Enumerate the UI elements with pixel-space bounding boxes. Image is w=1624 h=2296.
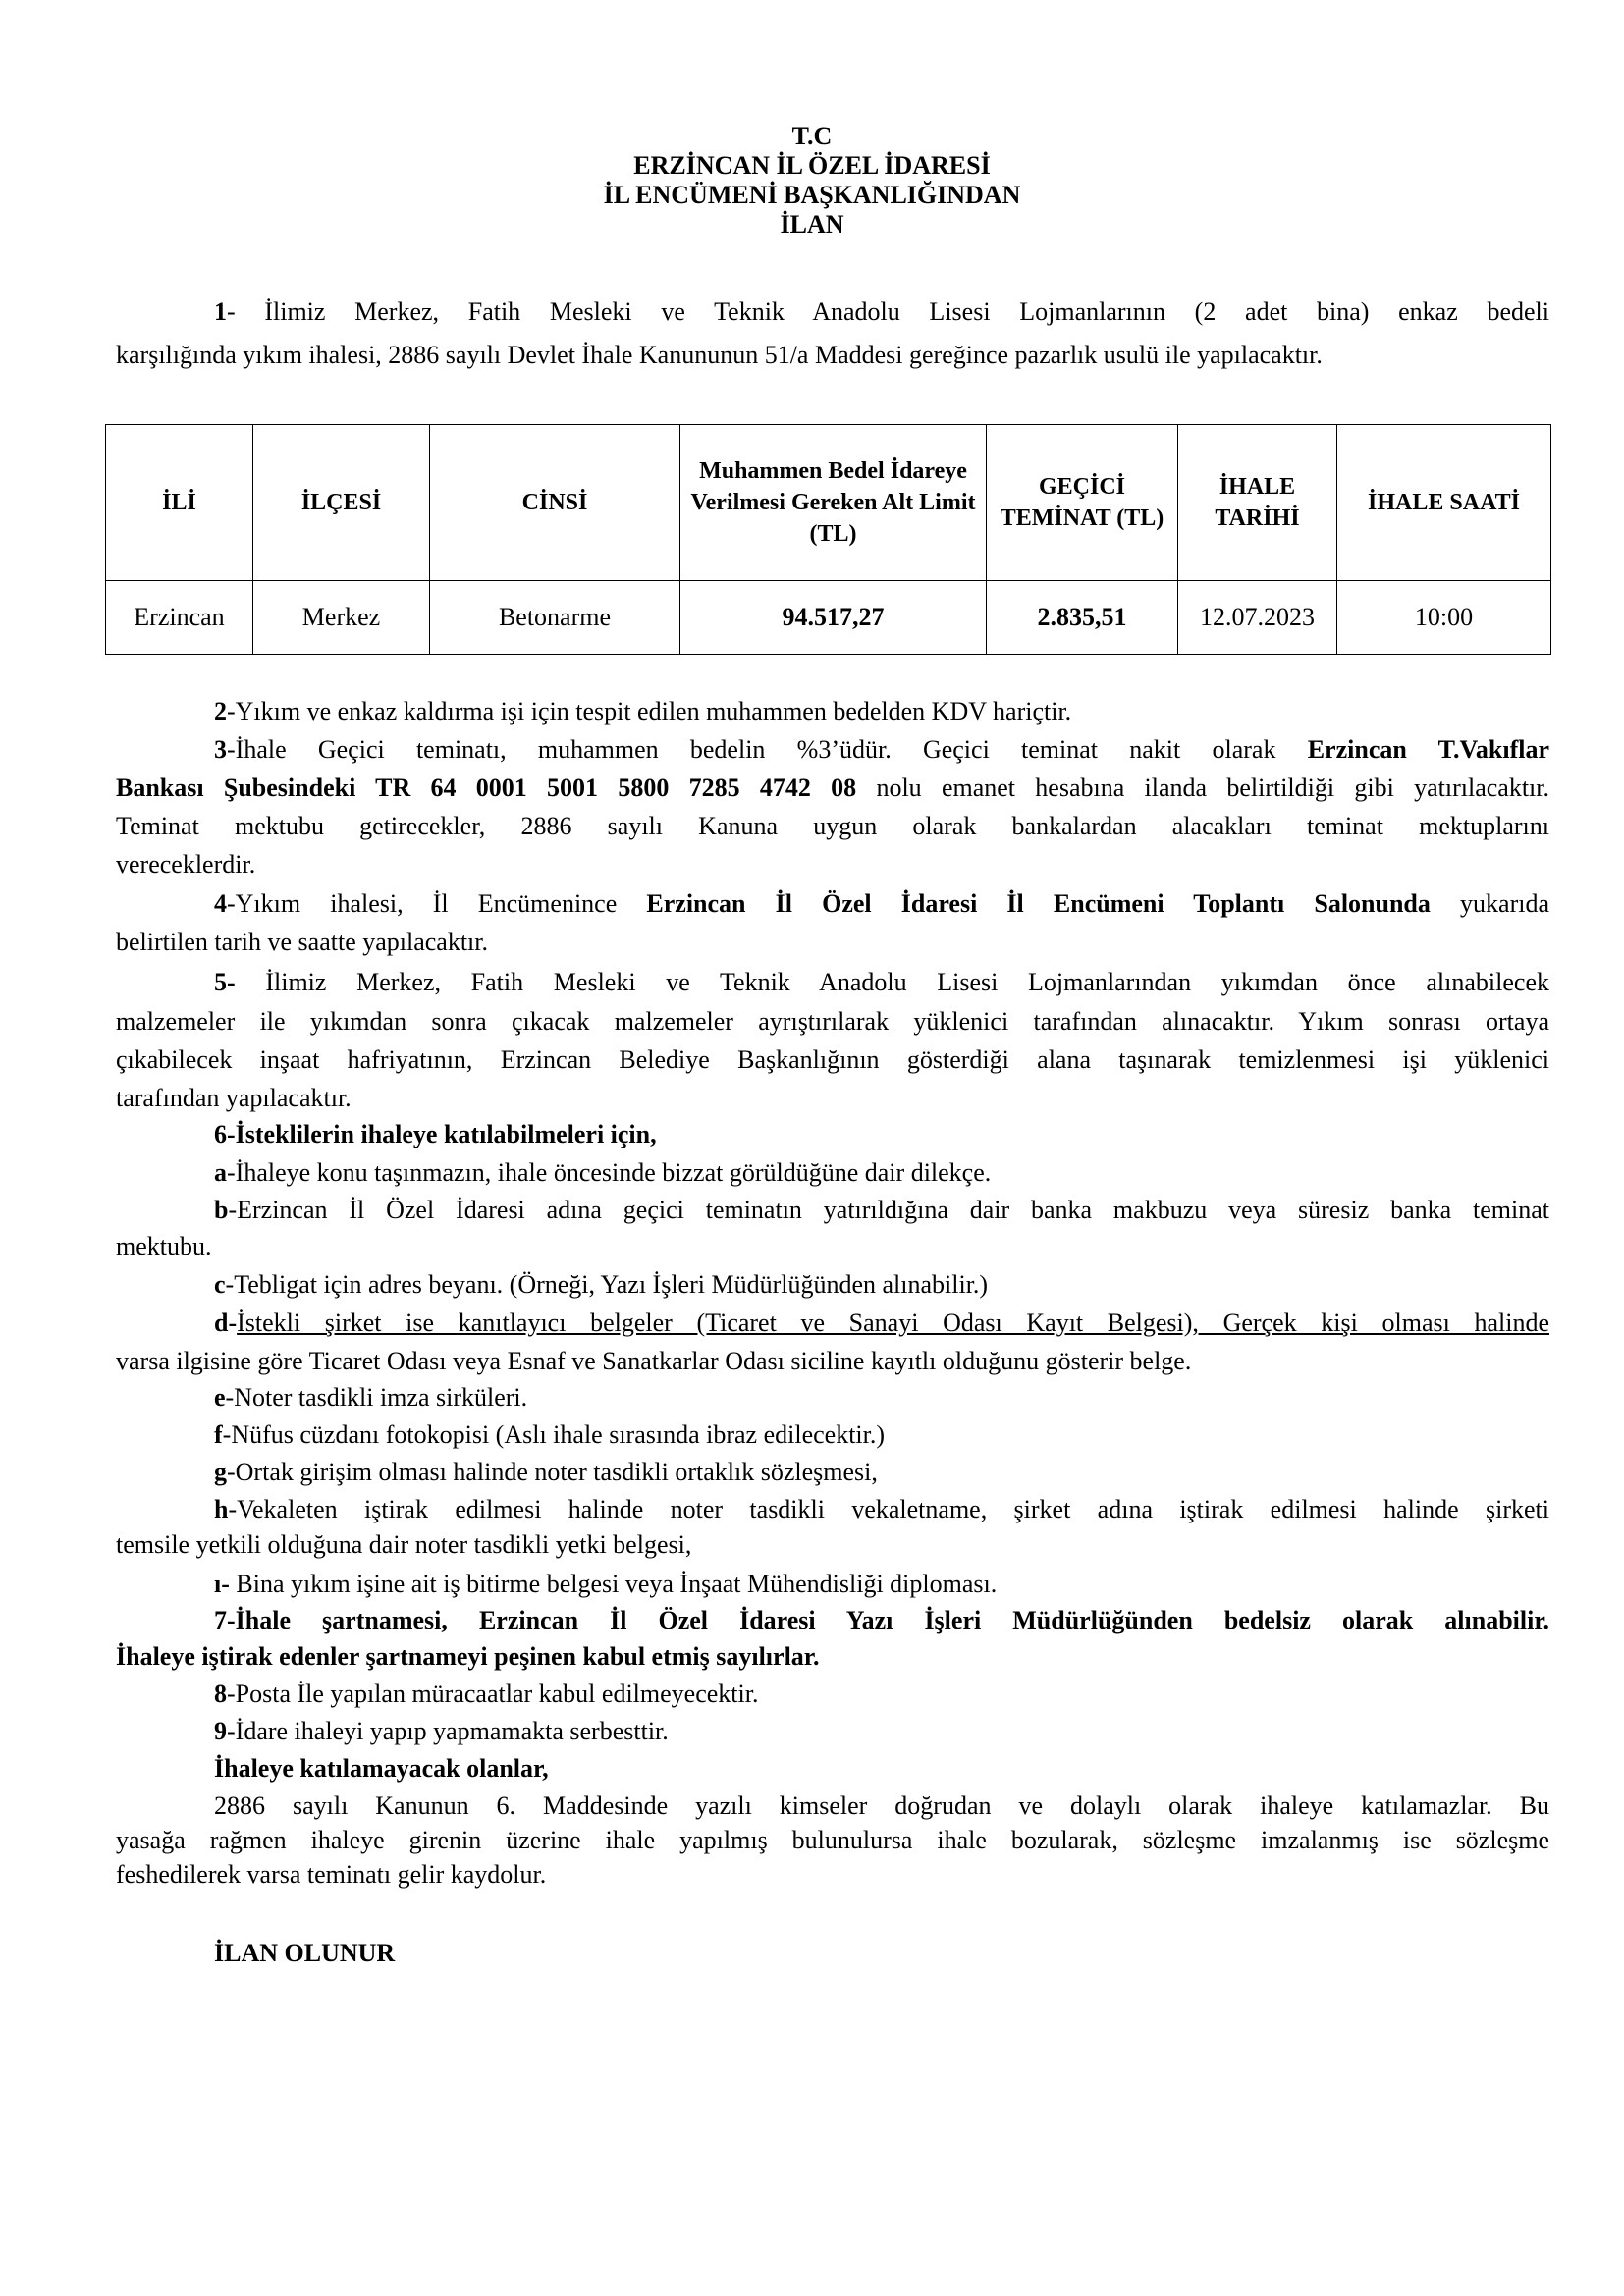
item-i: ı- Bina yıkım işine ait iş bitirme belgesi veya İnşaat Mühendisliği diploması.: [214, 1570, 998, 1598]
cell-il: Erzincan: [106, 581, 253, 655]
paragraph-5-line-2: malzemeler ile yıkımdan sonra çıkacak malzemeler ayrıştırılarak yüklenici tarafından alınacaktır. Yıkım sonrası ortaya: [116, 1007, 1549, 1036]
item-a: a-İhaleye konu taşınmazın, ihale öncesinde bizzat görüldüğüne dair dilekçe.: [214, 1158, 992, 1187]
col-header-bedel: Muhammen Bedel İdareye Verilmesi Gereken Alt Limit (TL): [680, 425, 987, 581]
cell-teminat: 2.835,51: [987, 581, 1178, 655]
paragraph-10-title: İhaleye katılamayacak olanlar,: [214, 1754, 549, 1783]
item-b-line-2: mektubu.: [116, 1232, 212, 1260]
col-header-teminat: GEÇİCİ TEMİNAT (TL): [987, 425, 1178, 581]
item-h-line-1: h-Vekaleten iştirak edilmesi halinde noter tasdikli vekaletname, şirket adına iştirak edilmesi halinde şirketi: [214, 1495, 1549, 1523]
col-header-cins: CİNSİ: [430, 425, 680, 581]
table-header-row: [106, 425, 1551, 581]
paragraph-6-title: 6-İsteklilerin ihaleye katılabilmeleri için,: [214, 1120, 657, 1148]
col-header-ilce: İLÇESİ: [253, 425, 430, 581]
item-e: e-Noter tasdikli imza sirküleri.: [214, 1383, 528, 1412]
closing-ilan-olunur: İLAN OLUNUR: [214, 1939, 396, 1967]
cell-tarih: 12.07.2023: [1178, 581, 1337, 655]
paragraph-3-line-3: Teminat mektubu getirecekler, 2886 sayılı Kanuna uygun olarak bankalardan alacakları teminat mektuplarını: [116, 812, 1549, 840]
paragraph-5-line-4: tarafından yapılacaktır.: [116, 1084, 352, 1112]
paragraph-4-line-1: 4-Yıkım ihalesi, İl Encümenince Erzincan İl Özel İdaresi İl Encümeni Toplantı Salonunda yukarıda: [214, 889, 1549, 918]
tender-table: [105, 424, 1551, 655]
paragraph-3-line-2: Bankası Şubesindeki TR 64 0001 5001 5800 7285 4742 08 nolu emanet hesabına ilanda belirtildiği gibi yatırılacaktır.: [116, 774, 1549, 802]
paragraph-8: 8-Posta İle yapılan müracaatlar kabul edilmeyecektir.: [214, 1680, 759, 1708]
col-header-tarih: İHALE TARİHİ: [1178, 425, 1337, 581]
paragraph-5-line-1: 5- İlimiz Merkez, Fatih Mesleki ve Teknik Anadolu Lisesi Lojmanlarından yıkımdan önce alınabilecek: [214, 968, 1549, 996]
item-h-line-2: temsile yetkili olduğuna dair noter tasdikli yetki belgesi,: [116, 1530, 692, 1559]
item-b-line-1: b-Erzincan İl Özel İdaresi adına geçici teminatın yatırıldığına dair banka makbuzu veya süresiz banka teminat: [214, 1196, 1549, 1224]
paragraph-3-line-1: 3-İhale Geçici teminatı, muhammen bedelin %3’üdür. Geçici teminat nakit olarak Erzincan T.Vakıflar: [214, 735, 1550, 764]
item-g: g-Ortak girişim olması halinde noter tasdikli ortaklık sözleşmesi,: [214, 1458, 878, 1486]
paragraph-2: 2-Yıkım ve enkaz kaldırma işi için tespit edilen muhammen bedelden KDV hariçtir.: [214, 697, 1072, 725]
cell-saat: 10:00: [1337, 581, 1551, 655]
paragraph-7-line-1: 7-İhale şartnamesi, Erzincan İl Özel İdaresi Yazı İşleri Müdürlüğünden bedelsiz olarak alınabilir.: [214, 1606, 1549, 1634]
document-header: [0, 122, 1624, 240]
paragraph-1-line-1: 1- İlimiz Merkez, Fatih Mesleki ve Teknik Anadolu Lisesi Lojmanlarının (2 adet bina) enkaz bedeli: [214, 297, 1549, 326]
header-ilan: İLAN: [780, 210, 844, 239]
cell-ilce: Merkez: [253, 581, 430, 655]
header-department: İL ENCÜMENİ BAŞKANLIĞINDAN: [603, 181, 1021, 209]
item-d-line-2: varsa ilgisine göre Ticaret Odası veya Esnaf ve Sanatkarlar Odası siciline kayıtlı olduğunu gösterir belge.: [116, 1347, 1192, 1375]
col-header-il: İLİ: [106, 425, 253, 581]
paragraph-10-line-3: feshedilerek varsa teminatı gelir kaydolur.: [116, 1860, 547, 1889]
header-institution: ERZİNCAN İL ÖZEL İDARESİ: [633, 151, 991, 180]
paragraph-7-line-2: İhaleye iştirak edenler şartnameyi peşinen kabul etmiş sayılırlar.: [116, 1642, 820, 1671]
paragraph-10-line-1: 2886 sayılı Kanunun 6. Maddesinde yazılı kimseler doğrudan ve dolaylı olarak ihaleye katılamazlar. Bu: [214, 1791, 1549, 1820]
paragraph-4-line-2: belirtilen tarih ve saatte yapılacaktır.: [116, 928, 489, 956]
header-tc: T.C: [791, 122, 833, 150]
item-f: f-Nüfus cüzdanı fotokopisi (Aslı ihale sırasında ibraz edilecektir.): [214, 1420, 886, 1449]
item-c: c-Tebligat için adres beyanı. (Örneği, Yazı İşleri Müdürlüğünden alınabilir.): [214, 1270, 989, 1299]
paragraph-5-line-3: çıkabilecek inşaat hafriyatının, Erzincan Belediye Başkanlığının gösterdiği alana taşınarak temizlenmesi işi yüklenici: [116, 1045, 1549, 1074]
paragraph-1-line-2: karşılığında yıkım ihalesi, 2886 sayılı Devlet İhale Kanununun 51/a Maddesi gereğince pazarlık usulü ile yapılacaktır.: [116, 341, 1323, 369]
table-row: [106, 581, 1551, 655]
paragraph-9: 9-İdare ihaleyi yapıp yapmamakta serbesttir.: [214, 1717, 669, 1745]
paragraph-10-line-2: yasağa rağmen ihaleye girenin üzerine ihale yapılmış bulunulursa ihale bozularak, sözleşme imzalanmış ise sözleşme: [116, 1826, 1549, 1854]
cell-cins: Betonarme: [430, 581, 680, 655]
paragraph-3-line-4: vereceklerdir.: [116, 850, 256, 879]
cell-bedel: 94.517,27: [680, 581, 987, 655]
item-d-line-1: d-İstekli şirket ise kanıtlayıcı belgeler (Ticaret ve Sanayi Odası Kayıt Belgesi), Gerçek kişi olması halinde: [214, 1308, 1549, 1337]
col-header-saat: İHALE SAATİ: [1337, 425, 1551, 581]
